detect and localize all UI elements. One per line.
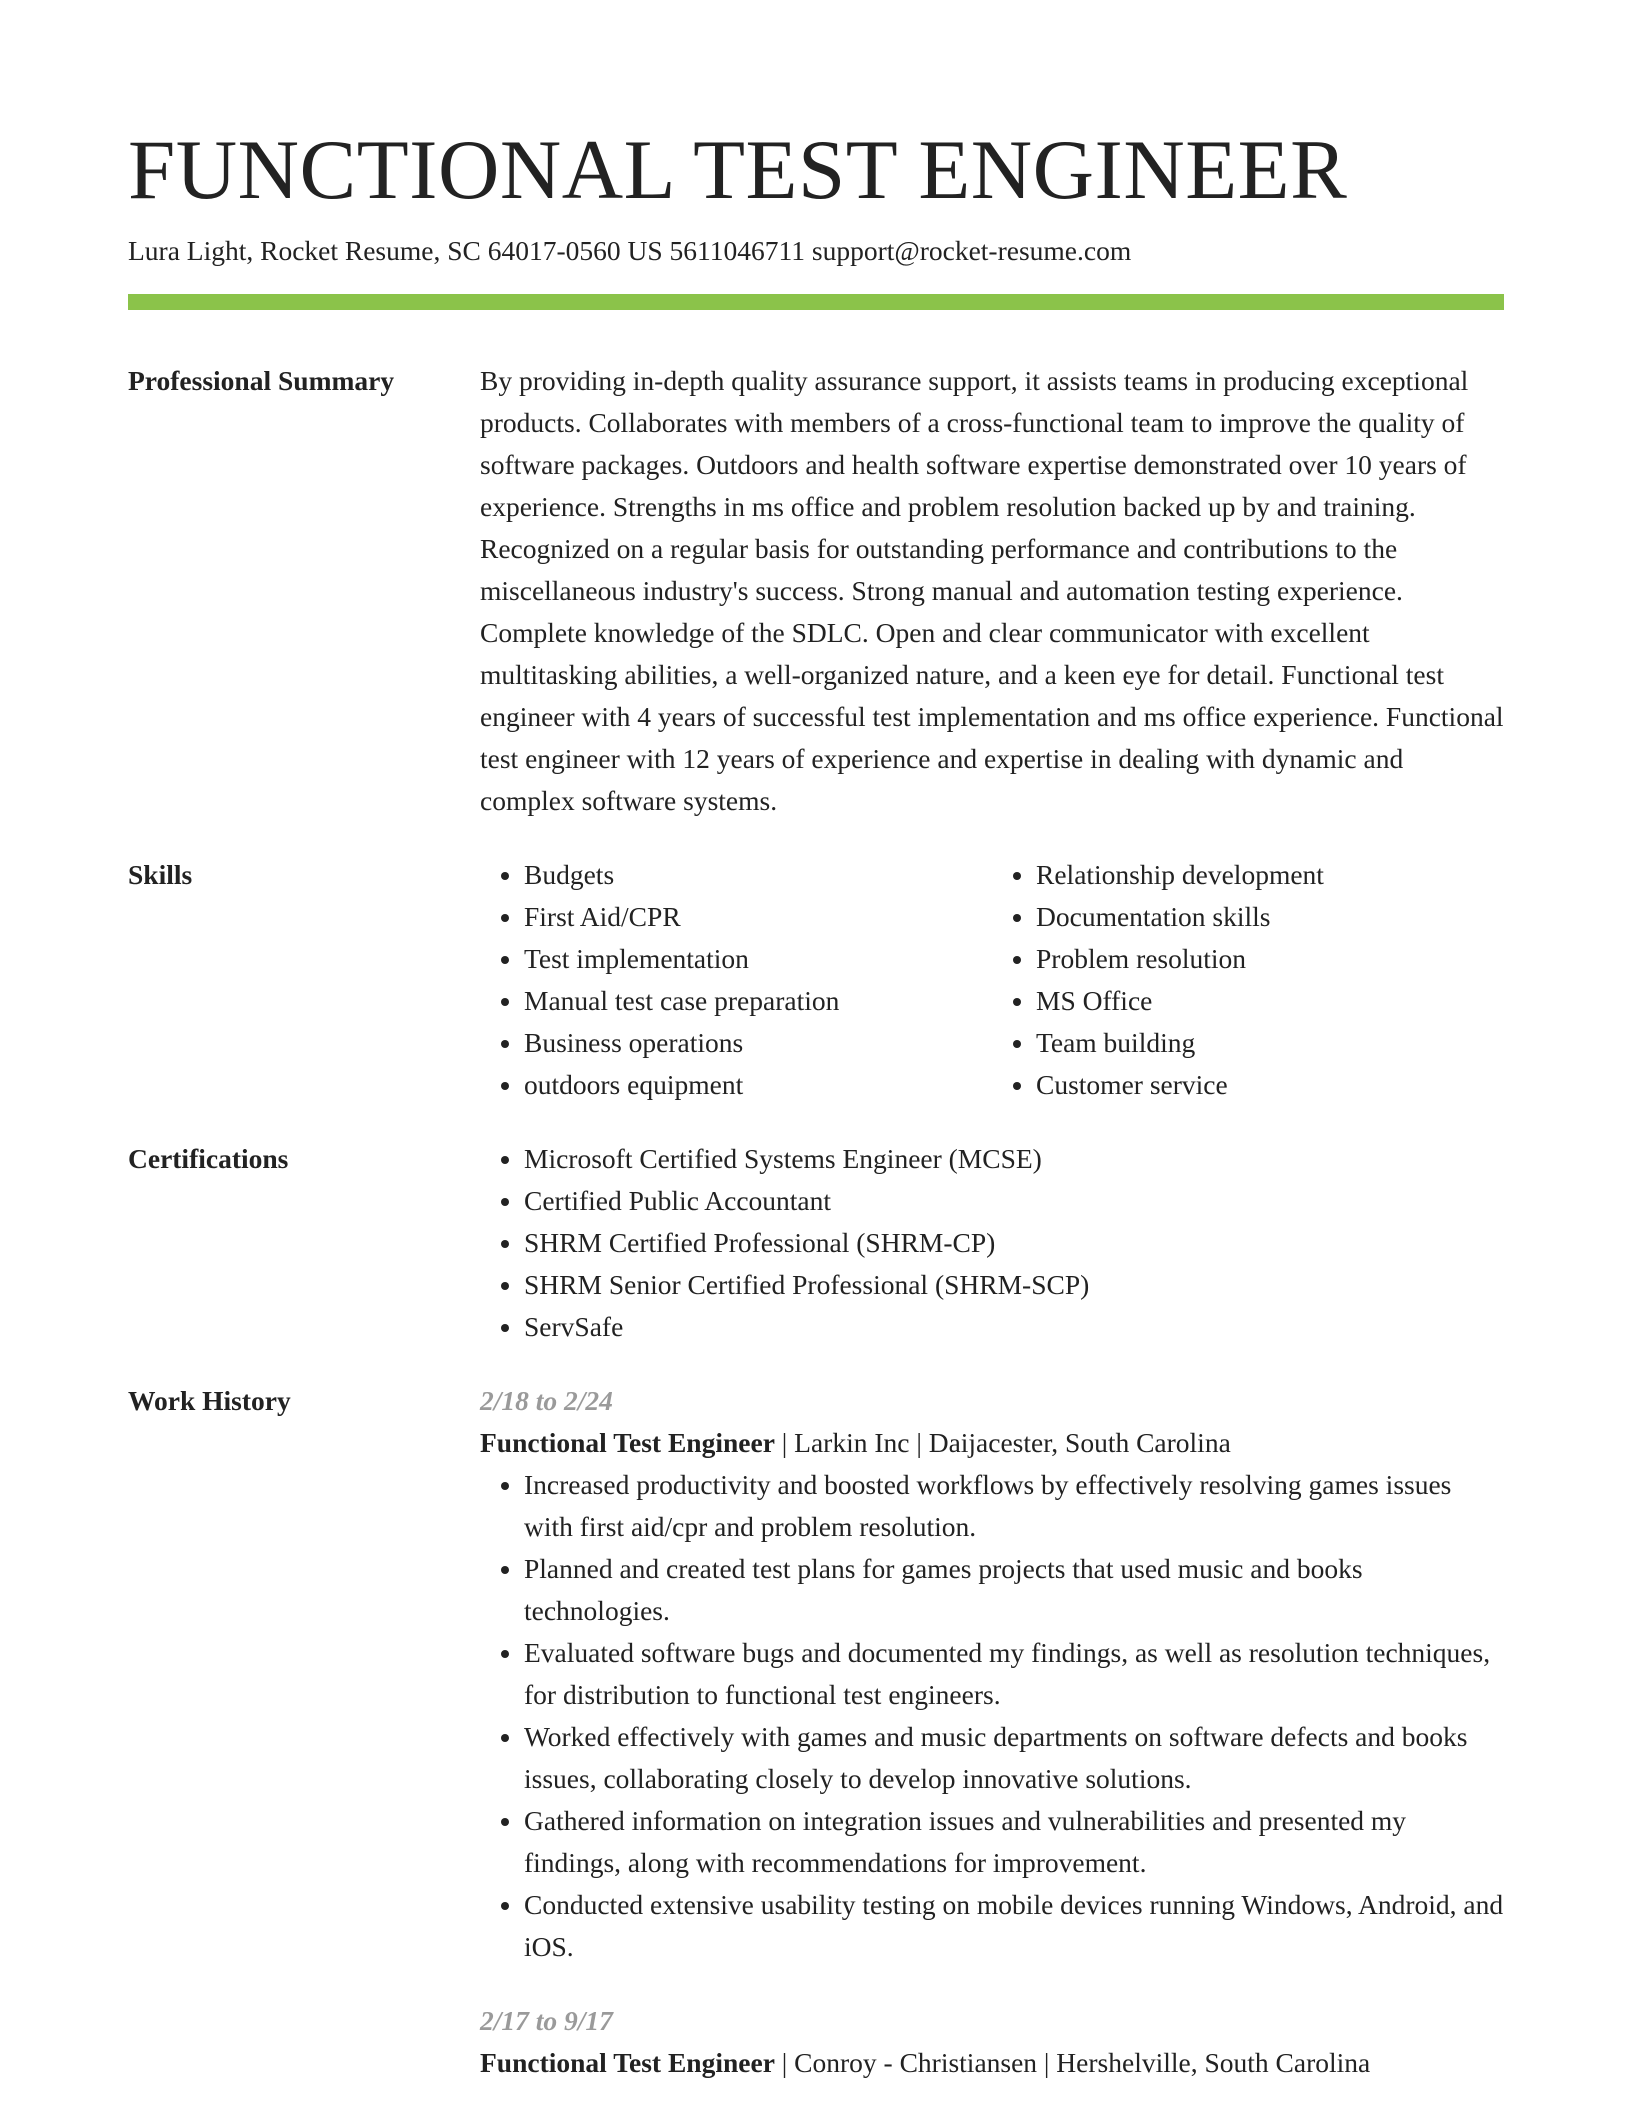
section-label-certifications: Certifications — [128, 1143, 289, 1174]
skill-item: • Team building — [1036, 1022, 1504, 1064]
job-company-location: | Conroy - Christiansen | Hershelville, South Carolina — [774, 2047, 1371, 2078]
skill-item: • Manual test case preparation — [524, 980, 992, 1022]
work-history-jobs — [480, 1380, 1504, 2084]
job-title: Functional Test Engineer — [480, 2047, 775, 2078]
job-bullet: • Planned and created test plans for games projects that used music and books technologies. — [524, 1548, 1504, 1632]
skill-item: • outdoors equipment — [524, 1064, 992, 1106]
skill-item: • Budgets — [524, 854, 992, 896]
job-heading — [480, 2042, 1504, 2084]
skill-item: • Customer service — [1036, 1064, 1504, 1106]
job-bullet: • Evaluated software bugs and documented my findings, as well as resolution techniques, for distribution to functional test engineers. — [524, 1632, 1504, 1716]
skill-item: • MS Office — [1036, 980, 1504, 1022]
certification-item: • Certified Public Accountant — [524, 1180, 1504, 1222]
section-label-skills: Skills — [128, 859, 193, 890]
job-dates: 2/17 to 9/17 — [480, 2005, 613, 2036]
skill-item: • Business operations — [524, 1022, 992, 1064]
contact-line: Lura Light, Rocket Resume, SC 64017-0560 US 5611046711 support@rocket-resume.com — [128, 235, 1132, 266]
section-label-work-history: Work History — [128, 1385, 291, 1416]
summary-text: By providing in-depth quality assurance support, it assists teams in producing exceptional products. Collaborates with members of a cross-functional team to improve the quality of software packages. Outdoors and health software expertise demonstrated over 10 years of experience. Strengths in ms office and problem resolution backed up by and training. Recognized on a regular basis for outstanding performance and contributions to the miscellaneous industry's success. Strong manual and automation testing experience. Complete knowledge of the SDLC. Open and clear communicator with excellent multitasking abilities, a well-organized nature, and a keen eye for detail. Functional test engineer with 4 years of successful test implementation and ms office experience. Functional test engineer with 12 years of experience and expertise in dealing with dynamic and complex software systems. — [480, 365, 1504, 816]
certification-item: • Microsoft Certified Systems Engineer (MCSE) — [524, 1138, 1504, 1180]
skill-item: • Documentation skills — [1036, 896, 1504, 938]
skills-list-left — [480, 854, 992, 1106]
skill-item: • Problem resolution — [1036, 938, 1504, 980]
section-label-summary: Professional Summary — [128, 365, 395, 396]
skill-item: • Relationship development — [1036, 854, 1504, 896]
certification-item: • ServSafe — [524, 1306, 1504, 1348]
work-history-section — [128, 1380, 1504, 2084]
job-bullet: • Conducted extensive usability testing on mobile devices running Windows, Android, and iOS. — [524, 1884, 1504, 1968]
job-bullet: • Increased productivity and boosted workflows by effectively resolving games issues with first aid/cpr and problem resolution. — [524, 1464, 1504, 1548]
certifications-section — [128, 1138, 1504, 1348]
resume-title: FUNCTIONAL TEST ENGINEER — [128, 123, 1348, 217]
job-heading — [480, 1422, 1504, 1464]
job-bullet: • Worked effectively with games and music departments on software defects and books issues, collaborating closely to develop innovative solutions. — [524, 1716, 1504, 1800]
job-entry — [480, 2000, 1504, 2084]
skill-item: • First Aid/CPR — [524, 896, 992, 938]
skill-item: • Test implementation — [524, 938, 992, 980]
job-dates: 2/18 to 2/24 — [480, 1385, 613, 1416]
job-title: Functional Test Engineer — [480, 1427, 775, 1458]
certifications-list — [480, 1138, 1504, 1348]
job-entry — [480, 1380, 1504, 1968]
professional-summary-section — [128, 360, 1504, 822]
resume-page — [128, 0, 1504, 2084]
skills-list-right — [992, 854, 1504, 1106]
header-divider — [128, 294, 1504, 310]
certification-item: • SHRM Senior Certified Professional (SHRM-SCP) — [524, 1264, 1504, 1306]
job-company-location: | Larkin Inc | Daijacester, South Carolina — [774, 1427, 1231, 1458]
skills-section — [128, 854, 1504, 1106]
job-bullet-list — [480, 1464, 1504, 1968]
certification-item: • SHRM Certified Professional (SHRM-CP) — [524, 1222, 1504, 1264]
job-bullet: • Gathered information on integration issues and vulnerabilities and presented my findings, along with recommendations for improvement. — [524, 1800, 1504, 1884]
